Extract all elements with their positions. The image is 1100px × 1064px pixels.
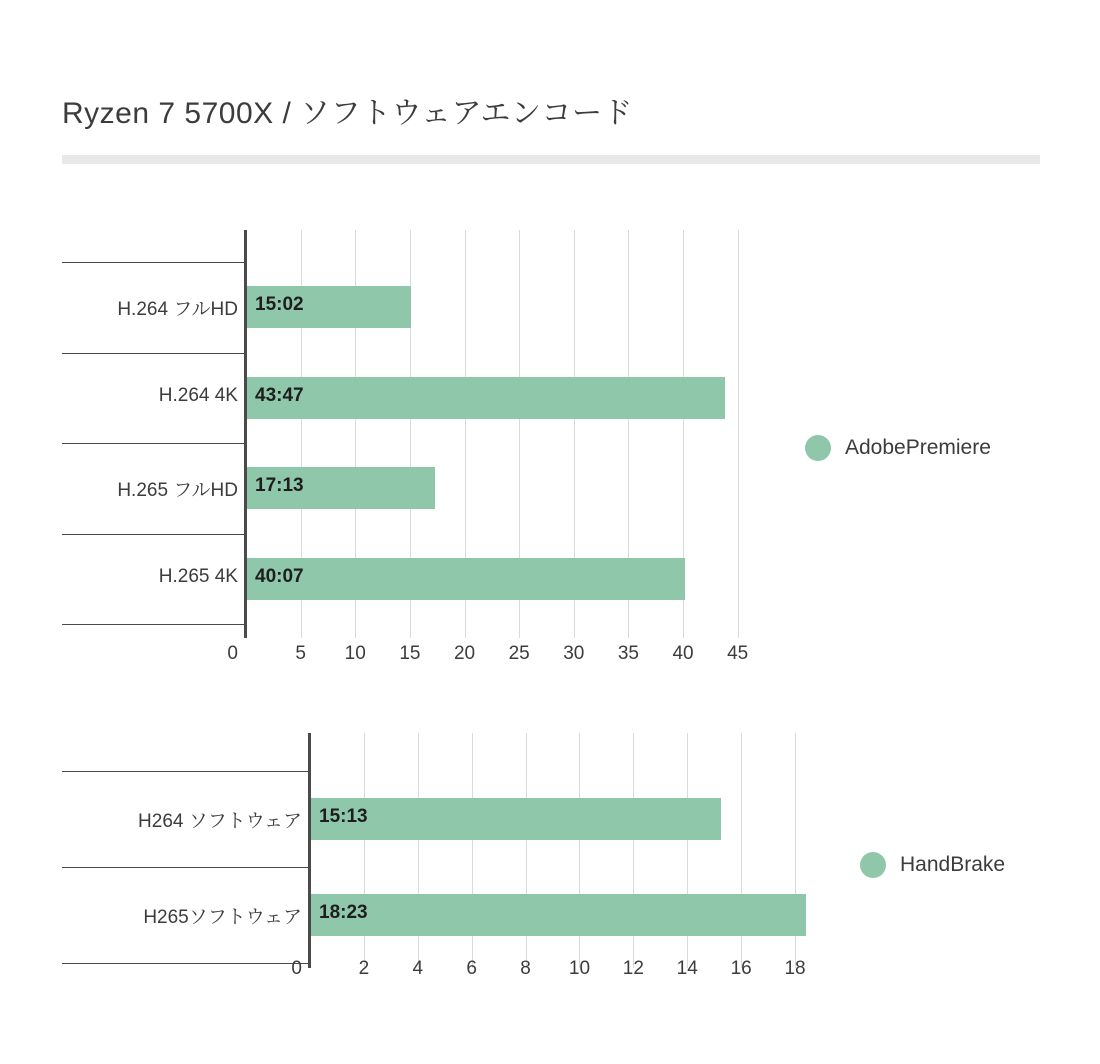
category-label: H265ソフトウェア (143, 907, 302, 928)
page-title: Ryzen 7 5700X / ソフトウェアエンコード (62, 97, 633, 130)
category-separator (62, 262, 246, 263)
gridline (738, 230, 739, 638)
category-label: H.265 4K (158, 565, 238, 587)
axis-tick-zero: 0 (291, 958, 302, 979)
axis-tick-label: 4 (412, 958, 424, 979)
category-separator (62, 771, 310, 772)
axis-tick-label: 40 (672, 643, 694, 664)
axis-tick-label: 8 (520, 958, 531, 979)
axis-tick-label: 35 (617, 643, 639, 664)
bar (247, 377, 725, 419)
bar-value-label: 40:07 (255, 565, 304, 587)
axis-tick-label: 6 (466, 958, 477, 979)
bar (247, 558, 685, 600)
category-separator (62, 534, 246, 535)
axis-tick-label: 25 (508, 643, 530, 664)
axis-tick-label: 12 (622, 958, 644, 979)
legend-adobe-premiere (805, 435, 991, 461)
title-divider (62, 155, 1040, 164)
legend-swatch-icon (805, 435, 831, 461)
bar (311, 894, 806, 936)
axis-tick-label: 15 (399, 643, 421, 664)
category-label: H.264 4K (158, 384, 238, 406)
legend-swatch-icon (860, 852, 886, 878)
axis-tick-label: 10 (568, 958, 591, 979)
axis-tick-label: 10 (344, 643, 366, 664)
bar-value-label: 18:23 (319, 902, 368, 923)
category-label: H.264 フルHD (117, 299, 238, 321)
category-separator (62, 624, 246, 625)
bar-value-label: 15:02 (255, 294, 304, 316)
axis-tick-label: 2 (358, 958, 370, 979)
axis-tick-label: 45 (727, 643, 749, 664)
axis-tick-label: 18 (784, 958, 806, 979)
axis-tick-label: 20 (453, 643, 476, 664)
category-separator (62, 353, 246, 354)
axis-tick-zero: 0 (227, 643, 238, 664)
bar-value-label: 17:13 (255, 475, 304, 497)
category-separator (62, 443, 246, 444)
axis-tick-label: 14 (676, 958, 698, 979)
category-label: H264 ソフトウェア (138, 811, 302, 832)
axis-tick-label: 30 (563, 643, 585, 664)
category-separator (62, 867, 310, 868)
axis-tick-label: 5 (295, 643, 306, 664)
axis-tick-label: 16 (730, 958, 752, 979)
legend-label: AdobePremiere (845, 436, 991, 459)
legend-handbrake (860, 852, 1005, 878)
category-label: H.265 フルHD (117, 480, 238, 502)
bar-value-label: 15:13 (319, 806, 368, 827)
bar (311, 798, 721, 840)
legend-label: HandBrake (900, 853, 1006, 876)
bar-value-label: 43:47 (255, 384, 304, 406)
